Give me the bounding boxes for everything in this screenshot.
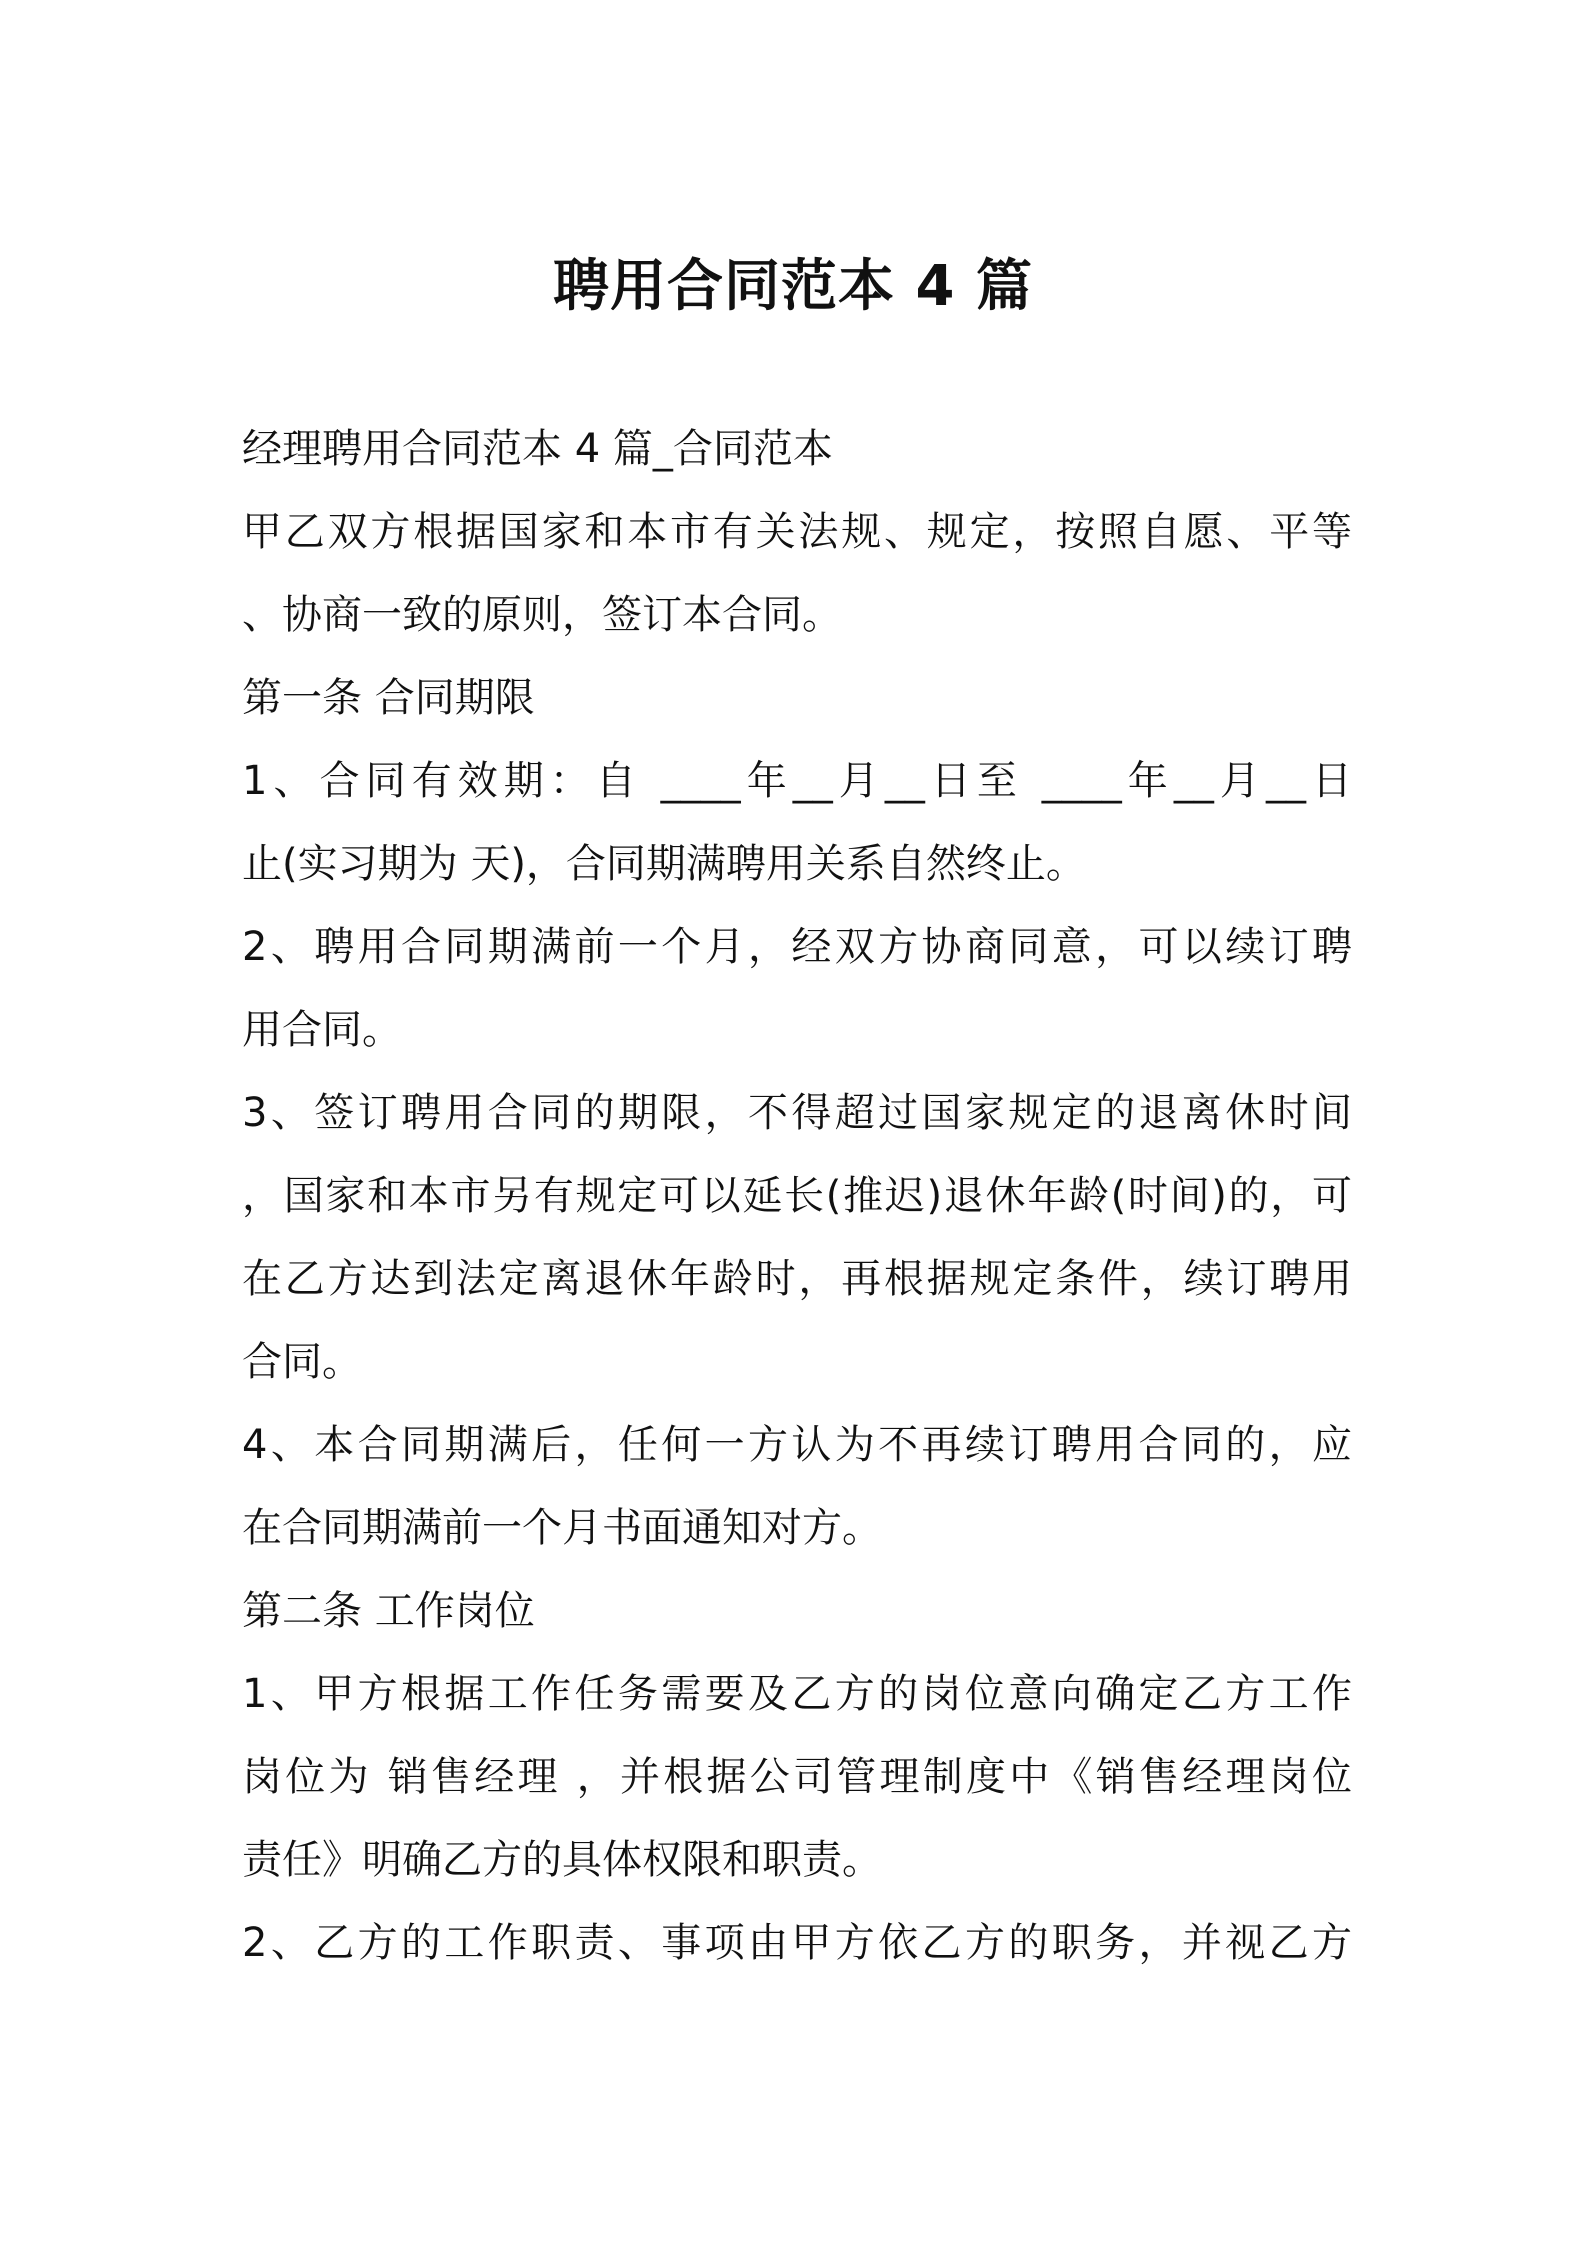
article-heading: 第二条 工作岗位 (242, 1588, 535, 1634)
paragraph-line: 、协商一致的原则，签订本合同。 (242, 592, 842, 638)
document-body (242, 408, 1352, 1985)
subtitle-line: 经理聘用合同范本 4 篇_合同范本 (242, 426, 833, 472)
paragraph-line: 在合同期满前一个月书面通知对方。 (242, 1505, 882, 1551)
paragraph-line: 1、甲方根据工作任务需要及乙方的岗位意向确定乙方工作 (242, 1671, 1352, 1717)
paragraph-line: 岗位为 销售经理 ，并根据公司管理制度中《销售经理岗位 (242, 1754, 1352, 1800)
paragraph-line: 责任》明确乙方的具体权限和职责。 (242, 1837, 882, 1883)
paragraph-line: 止(实习期为 天)，合同期满聘用关系自然终止。 (242, 841, 1086, 887)
paragraph-line: ，国家和本市另有规定可以延长(推迟)退休年龄(时间)的，可 (242, 1173, 1352, 1219)
paragraph-line: 3、签订聘用合同的期限，不得超过国家规定的退离休时间 (242, 1090, 1352, 1136)
paragraph-line: 用合同。 (242, 1007, 402, 1053)
document-title: 聘用合同范本 4 篇 (553, 254, 1033, 319)
paragraph-line: 合同。 (242, 1339, 362, 1385)
paragraph-line: 甲乙双方根据国家和本市有关法规、规定，按照自愿、平等 (242, 509, 1352, 555)
paragraph-line: 2、聘用合同期满前一个月，经双方协商同意，可以续订聘 (242, 924, 1352, 970)
paragraph-line: 2、乙方的工作职责、事项由甲方依乙方的职务，并视乙方 (242, 1920, 1352, 1966)
article-heading: 第一条 合同期限 (242, 675, 535, 721)
paragraph-line: 1、合同有效期：自 ____年__月__日至 ____年__月__日 (242, 758, 1352, 804)
paragraph-line: 在乙方达到法定离退休年龄时，再根据规定条件，续订聘用 (242, 1256, 1352, 1302)
paragraph-line: 4、本合同期满后，任何一方认为不再续订聘用合同的，应 (242, 1422, 1352, 1468)
